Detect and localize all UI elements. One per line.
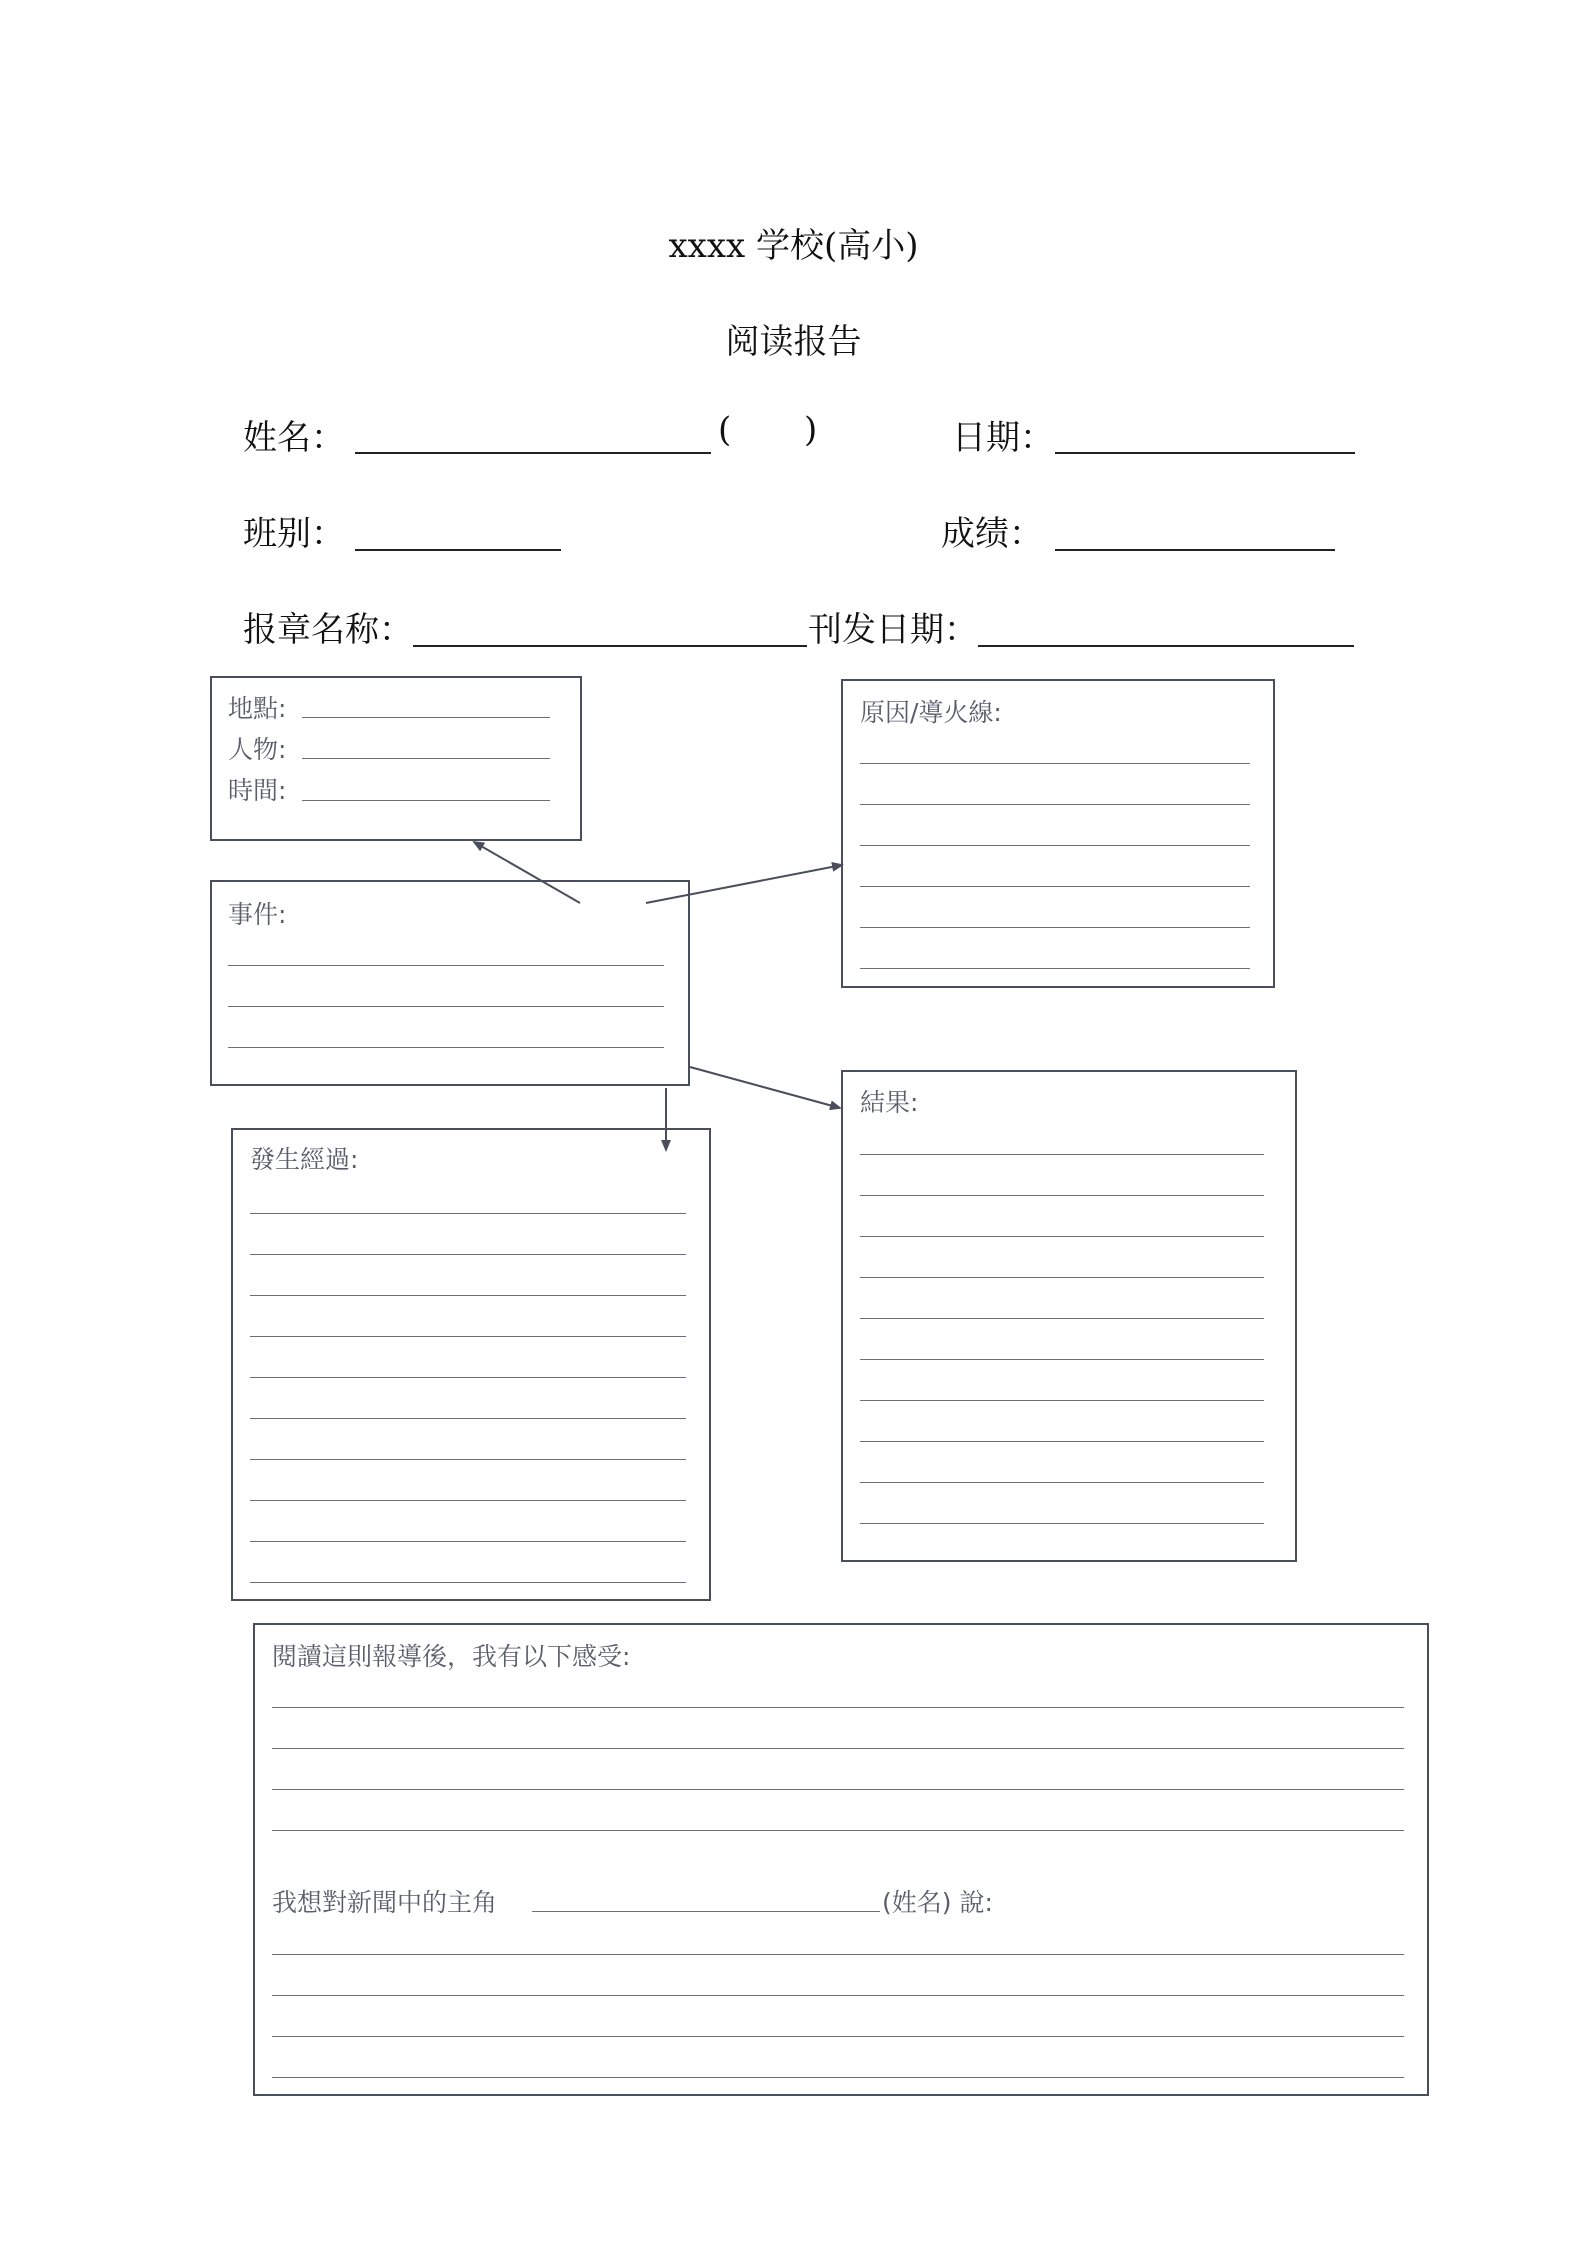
class-label: 班别：: [243, 514, 345, 554]
arrow-event-to-who: [474, 842, 580, 903]
class-number-open-paren: (: [718, 410, 732, 450]
feeling-label: 閱讀這則報導後，我有以下感受:: [272, 1642, 631, 1671]
date-label: 日期：: [952, 418, 1054, 458]
time-label: 時間:: [228, 776, 287, 805]
process-label: 發生經過:: [250, 1145, 359, 1174]
school-name: xxxx 学校(高小): [668, 226, 919, 266]
arrow-event-to-result: [690, 1067, 840, 1108]
people-label: 人物:: [228, 735, 287, 764]
place-label: 地點:: [228, 694, 287, 723]
cause-label: 原因/導火線:: [860, 698, 1002, 727]
result-label: 結果:: [860, 1088, 919, 1117]
protagonist-prefix: 我想對新聞中的主角: [272, 1888, 498, 1917]
event-label: 事件:: [228, 900, 287, 929]
grade-label: 成绩：: [941, 514, 1043, 554]
newspaper-label: 报章名称：: [243, 610, 413, 650]
page-title: 阅读报告: [725, 322, 862, 362]
class-number-close-paren: ): [804, 410, 818, 450]
name-label: 姓名：: [243, 418, 345, 458]
protagonist-suffix: (姓名) 說:: [882, 1888, 993, 1917]
arrow-event-to-cause: [646, 865, 842, 903]
publish-date-label: 刊发日期：: [808, 610, 978, 650]
